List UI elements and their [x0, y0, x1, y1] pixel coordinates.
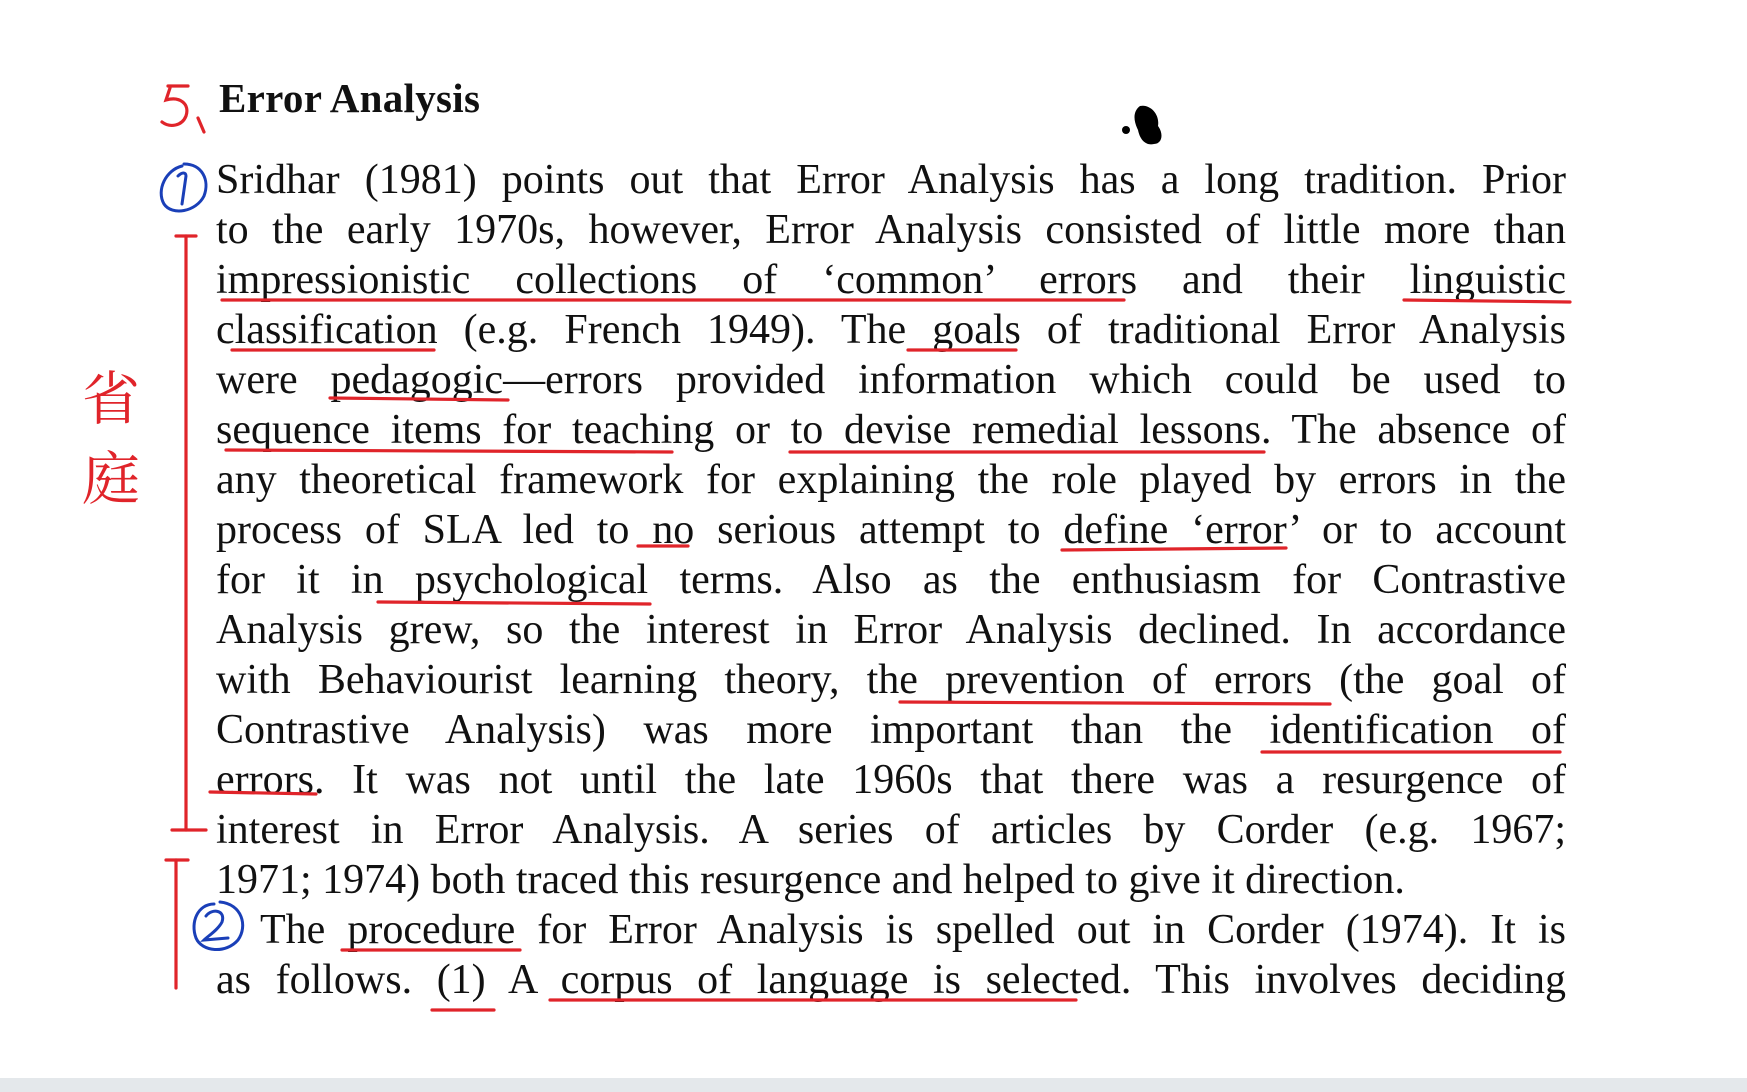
handwritten-number-5 — [162, 86, 204, 132]
text-line-13: errors. It was not until the late 1960s that there was a resurgence of — [216, 757, 1566, 803]
margin-note-char-1: 省 — [82, 365, 141, 433]
ink-blot — [1118, 100, 1170, 150]
margin-note-char-2: 庭 — [82, 445, 141, 513]
text-line-3: impressionistic collections of ‘common’ errors and their linguistic — [216, 257, 1566, 303]
text-line-1: Sridhar (1981) points out that Error Analysis has a long tradition. Prior — [216, 157, 1566, 203]
section-heading: Error Analysis — [219, 75, 481, 121]
text-line-9: for it in psychological terms. Also as the enthusiasm for Contrastive — [216, 557, 1566, 603]
viewer-bottom-bar — [0, 1078, 1747, 1092]
text-line-4: classification (e.g. French 1949). The goals of traditional Error Analysis — [216, 307, 1566, 353]
text-line-16: The procedure for Error Analysis is spelled out in Corder (1974). It is — [260, 907, 1566, 953]
circled-number-1 — [161, 164, 206, 211]
text-line-12: Contrastive Analysis) was more important than the identification of — [216, 707, 1566, 753]
text-line-7: any theoretical framework for explaining the role played by errors in the — [216, 457, 1566, 503]
text-line-10: Analysis grew, so the interest in Error Analysis declined. In accordance — [216, 607, 1566, 653]
circled-number-2 — [194, 902, 243, 950]
text-line-5: were pedagogic—errors provided information which could be used to — [216, 357, 1566, 403]
text-line-11: with Behaviourist learning theory, the prevention of errors (the goal of — [216, 657, 1566, 703]
text-line-2: to the early 1970s, however, Error Analysis consisted of little more than — [216, 207, 1566, 253]
text-line-6: sequence items for teaching or to devise remedial lessons. The absence of — [216, 407, 1566, 453]
text-line-17: as follows. (1) A corpus of language is selected. This involves deciding — [216, 957, 1566, 1003]
text-line-14: interest in Error Analysis. A series of articles by Corder (e.g. 1967; — [216, 807, 1566, 853]
text-line-15: 1971; 1974) both traced this resurgence and helped to give it direction. — [216, 857, 1405, 903]
text-line-8: process of SLA led to no serious attempt to define ‘error’ or to account — [216, 507, 1566, 553]
